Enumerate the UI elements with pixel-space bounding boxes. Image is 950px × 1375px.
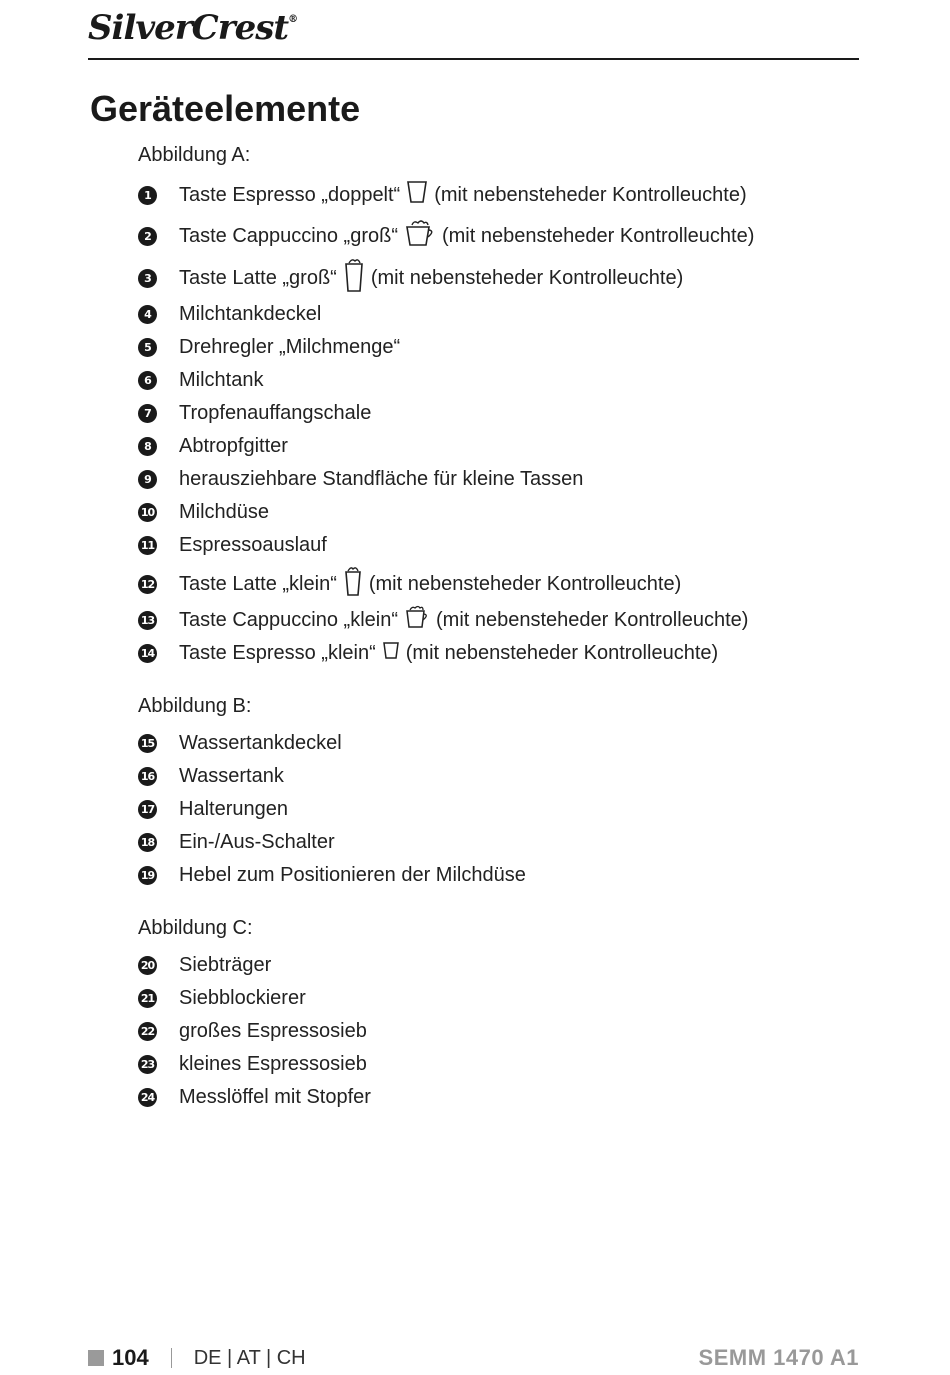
list-item	[138, 606, 748, 634]
list-item	[138, 264, 683, 292]
item-number: 4	[138, 305, 157, 324]
cappuccino-small-cup-icon	[404, 605, 430, 635]
footer-divider	[171, 1348, 172, 1368]
item-number: 7	[138, 404, 157, 423]
item-suffix: (mit nebensteheder Kontrolleuchte)	[405, 641, 719, 664]
item-suffix: (mit nebensteheder Kontrolleuchte)	[434, 183, 747, 206]
item-text: Siebblockierer	[179, 986, 306, 1009]
list-item	[138, 1083, 371, 1111]
item-number: 21	[138, 989, 157, 1008]
list-item	[138, 300, 321, 328]
item-text: Wassertankdeckel	[179, 731, 342, 754]
list-item	[138, 181, 747, 209]
item-number: 10	[138, 503, 157, 522]
page-footer	[88, 1344, 859, 1372]
item-number: 12	[138, 575, 157, 594]
list-item	[138, 222, 754, 250]
page-number: 104	[112, 1345, 149, 1370]
item-number: 15	[138, 734, 157, 753]
list-item	[138, 795, 288, 823]
item-number: 23	[138, 1055, 157, 1074]
list-item	[138, 1050, 367, 1078]
list-item	[138, 639, 718, 667]
item-text: Ein-/Aus-Schalter	[179, 830, 335, 853]
list-item	[138, 432, 288, 460]
item-text: Milchtank	[179, 368, 264, 391]
item-suffix: (mit nebensteheder Kontrolleuchte)	[436, 608, 749, 631]
item-text: kleines Espressosieb	[179, 1052, 367, 1075]
latte-large-glass-icon	[343, 257, 365, 299]
item-text: Espressoauslauf	[179, 533, 327, 556]
list-item	[138, 570, 681, 598]
item-suffix: (mit nebensteheder Kontrolleuchte)	[370, 266, 684, 289]
list-item	[138, 951, 271, 979]
item-text: Taste Cappuccino „groß“	[179, 224, 398, 247]
list-item	[138, 762, 284, 790]
item-number: 3	[138, 269, 157, 288]
header-rule	[88, 58, 859, 60]
item-text: Taste Cappuccino „klein“	[179, 608, 398, 631]
brand-logo: SilverCrest®	[88, 8, 298, 48]
item-text: Abtropfgitter	[179, 434, 288, 457]
item-number: 1	[138, 186, 157, 205]
list-item	[138, 984, 306, 1012]
item-number: 13	[138, 611, 157, 630]
list-item	[138, 333, 400, 361]
item-text: Siebträger	[179, 953, 272, 976]
item-number: 17	[138, 800, 157, 819]
item-text: Taste Latte „klein“	[179, 572, 337, 595]
item-number: 24	[138, 1088, 157, 1107]
item-number: 19	[138, 866, 157, 885]
item-suffix: (mit nebensteheder Kontrolleuchte)	[368, 572, 682, 595]
item-number: 2	[138, 227, 157, 246]
item-number: 22	[138, 1022, 157, 1041]
list-item	[138, 531, 327, 559]
item-text: Taste Espresso „klein“	[179, 641, 376, 664]
item-text: Halterungen	[179, 797, 288, 820]
item-text: Wassertank	[179, 764, 284, 787]
list-item	[138, 828, 335, 856]
item-number: 11	[138, 536, 157, 555]
list-item	[138, 729, 342, 757]
footer-model: SEMM 1470 A1	[698, 1345, 859, 1370]
list-item	[138, 366, 263, 394]
item-text: Taste Latte „groß“	[179, 266, 337, 289]
item-number: 6	[138, 371, 157, 390]
item-number: 14	[138, 644, 157, 663]
latte-small-glass-icon	[343, 565, 363, 603]
footer-square-icon	[88, 1350, 104, 1366]
item-number: 20	[138, 956, 157, 975]
item-text: herausziehbare Standfläche für kleine Tassen	[179, 467, 584, 490]
item-text: Milchtankdeckel	[179, 302, 322, 325]
item-text: großes Espressosieb	[179, 1019, 367, 1042]
item-number: 18	[138, 833, 157, 852]
footer-languages: DE | AT | CH	[193, 1346, 306, 1369]
list-item	[138, 1017, 367, 1045]
list-item	[138, 465, 583, 493]
section-label-b: Abbildung B:	[138, 695, 252, 717]
item-number: 8	[138, 437, 157, 456]
item-suffix: (mit nebensteheder Kontrolleuchte)	[441, 224, 755, 247]
item-text: Milchdüse	[179, 500, 270, 523]
item-text: Drehregler „Milchmenge“	[179, 335, 401, 358]
cappuccino-large-cup-icon	[404, 219, 436, 253]
list-item	[138, 498, 269, 526]
item-text: Taste Espresso „doppelt“	[179, 183, 401, 206]
list-item	[138, 861, 526, 889]
espresso-small-cup-icon	[382, 640, 400, 666]
item-text: Messlöffel mit Stopfer	[179, 1085, 371, 1108]
item-text: Tropfenauffangschale	[179, 401, 372, 424]
item-number: 16	[138, 767, 157, 786]
section-label-a: Abbildung A:	[138, 144, 251, 166]
item-text: Hebel zum Positionieren der Milchdüse	[179, 863, 526, 886]
section-label-c: Abbildung C:	[138, 917, 253, 939]
list-item	[138, 399, 371, 427]
page-title: Geräteelemente	[90, 88, 361, 129]
espresso-double-cup-icon	[406, 179, 428, 211]
item-number: 9	[138, 470, 157, 489]
item-number: 5	[138, 338, 157, 357]
